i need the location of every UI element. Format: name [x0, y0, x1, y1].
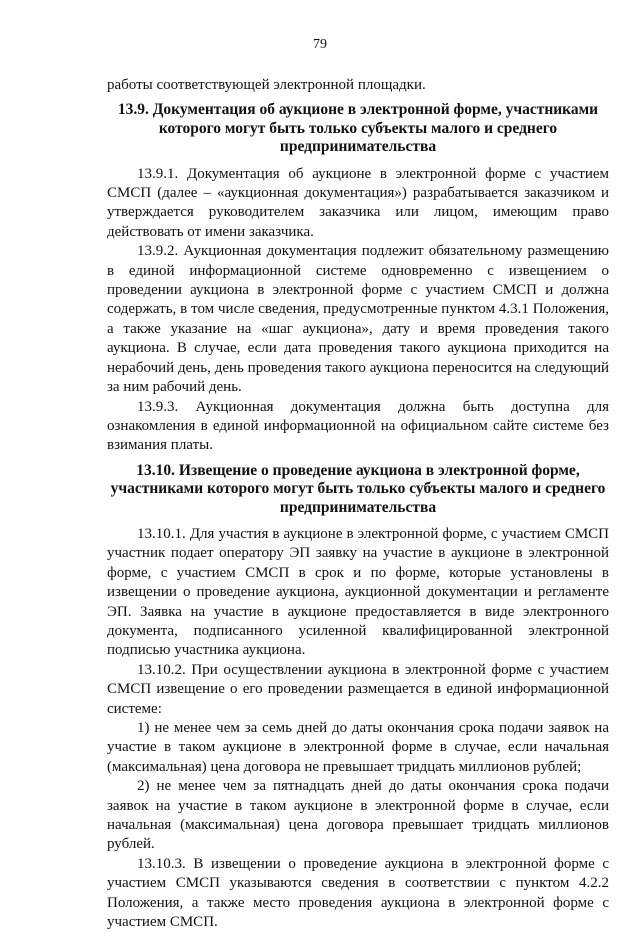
- section-heading-13-10: 13.10. Извещение о проведение аукциона в электронной форме, участниками которого могут быть только субъекты малого и среднего предпринимательства: [110, 461, 606, 516]
- paragraph-13-9-3: 13.9.3. Аукционная документация должна быть доступна для ознакомления в единой информационной на официальном сайте системе без взимания платы.: [107, 398, 609, 454]
- document-body: [107, 76, 609, 932]
- list-item-1: 1) не менее чем за семь дней до даты окончания срока подачи заявок на участие в таком аукционе в электронной форме в случае, если начальная (максимальная) цена договора не превышает тридцать миллионов рублей;: [107, 720, 609, 775]
- continuation-text: работы соответствующей электронной площадки.: [107, 77, 426, 93]
- paragraph-13-10-1: 13.10.1. Для участия в аукционе в электронной форме, с участием СМСП участник подает оператору ЭП заявку на участие в аукционе в электронной форме, с участием СМСП в срок и по форме, которые установлены в извещении о проведение аукциона, аукционной документации и регламенте ЭП. Заявка на участие в аукционе предоставляется в виде электронного документа, подписанного усиленной квалифицированной электронной подписью участника аукциона.: [107, 525, 609, 659]
- section-heading-13-9: 13.9. Документация об аукционе в электронной форме, участниками которого могут быть только субъекты малого и среднего предпринимательства: [117, 101, 599, 156]
- list-item-2: 2) не менее чем за пятнадцать дней до даты окончания срока подачи заявок на участие в таком аукционе в электронной форме в случае, если начальная (максимальная) цена договора превышает тридцать миллионов рублей.: [107, 778, 609, 853]
- paragraph-13-10-3: 13.10.3. В извещении о проведение аукциона в электронной форме с участием СМСП указываются сведения в соответствии с пунктом 4.2.2 Положения, а также место проведения аукциона в электронной форме с участием СМСП.: [107, 855, 609, 931]
- paragraph-13-9-1: 13.9.1. Документация об аукционе в электронной форме с участием СМСП (далее – «аукционная документация») разрабатывается заказчиком и утверждается руководителем заказчика или лицом, имеющим право действовать от имени заказчика.: [107, 165, 609, 240]
- page-number: 79: [313, 37, 327, 52]
- paragraph-13-9-2: 13.9.2. Аукционная документация подлежит обязательному размещению в единой информационной системе одновременно с извещением о проведении аукциона в электронной форме с участием СМСП и должна содержать, в том числе сведения, предусмотренные пунктом 4.3.1 Положения, а также указание на «шаг аукциона», дату и время проведения такого аукциона. В случае, если дата проведения такого аукциона приходится на нерабочий день, день проведения такого аукциона переносится на следующий за ним рабочий день.: [107, 243, 609, 396]
- paragraph-13-10-2: 13.10.2. При осуществлении аукциона в электронной форме с участием СМСП извещение о его проведении размещается в единой информационной системе:: [107, 661, 609, 717]
